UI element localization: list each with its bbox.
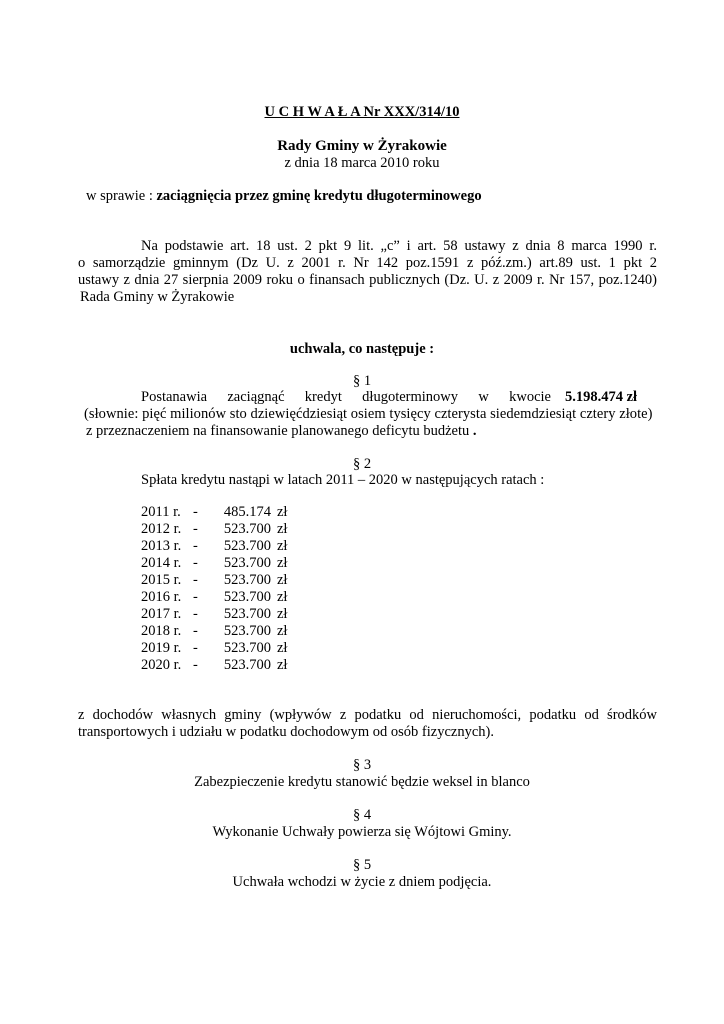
rate-row: [141, 521, 287, 538]
rate-amount: 523.700: [223, 572, 271, 588]
section-3-mark: § 3: [352, 757, 372, 773]
rate-currency: zł: [277, 657, 288, 673]
rate-row: [141, 640, 287, 657]
resolution-date: z dnia 18 marca 2010 roku: [284, 155, 440, 171]
rate-year: 2017 r.: [141, 606, 182, 622]
rate-year: 2011 r.: [141, 504, 181, 520]
rate-dash: -: [193, 504, 198, 520]
rate-row: [141, 555, 287, 572]
section-4-text: Wykonanie Uchwały powierza się Wójtowi Gminy.: [212, 824, 512, 840]
legal-basis-line-3: ustawy z dnia 27 sierpnia 2009 roku o finansach publicznych (Dz. U. z 2009 r. Nr 157, poz.1240): [78, 272, 657, 288]
section-2-source-line-1: z dochodów własnych gminy (wpływów z podatku od nieruchomości, podatku od środków: [78, 707, 657, 723]
rate-amount: 523.700: [223, 657, 271, 673]
section-2-intro: Spłata kredytu nastąpi w latach 2011 – 2020 w następujących ratach :: [141, 472, 545, 488]
rate-amount: 485.174: [223, 504, 271, 520]
rate-year: 2013 r.: [141, 538, 182, 554]
rate-year: 2012 r.: [141, 521, 182, 537]
rate-currency: zł: [277, 521, 288, 537]
rate-dash: -: [193, 606, 198, 622]
section-1-purpose-text: z przeznaczeniem na finansowanie planowanego deficytu budżetu: [86, 423, 470, 439]
rate-year: 2019 r.: [141, 640, 182, 656]
resolves-heading: uchwala, co następuje :: [289, 341, 435, 357]
rate-dash: -: [193, 521, 198, 537]
section-1-purpose: [86, 423, 477, 440]
rate-dash: -: [193, 623, 198, 639]
rate-year: 2018 r.: [141, 623, 182, 639]
rate-dash: -: [193, 572, 198, 588]
rate-year: 2016 r.: [141, 589, 182, 605]
rate-year: 2020 r.: [141, 657, 182, 673]
section-5-text: Uchwała wchodzi w życie z dniem podjęcia.: [232, 874, 492, 890]
credit-amount: 5.198.474 zł: [565, 389, 638, 405]
section-1-amount-words: (słownie: pięć milionów sto dziewięćdziesiąt osiem tysięcy czterysta siedemdziesiąt cztery złote): [84, 406, 653, 422]
rate-amount: 523.700: [223, 640, 271, 656]
rate-amount: 523.700: [223, 589, 271, 605]
rate-dash: -: [193, 555, 198, 571]
subject-line: [86, 188, 482, 205]
rate-row: [141, 623, 287, 640]
legal-basis-line-2: o samorządzie gminnym (Dz U. z 2001 r. Nr 142 poz.1591 z póź.zm.) art.89 ust. 1 pkt 2: [78, 255, 657, 271]
rate-currency: zł: [277, 538, 288, 554]
council-name: Rady Gminy w Żyrakowie: [277, 138, 447, 154]
rate-row: [141, 589, 287, 606]
rate-currency: zł: [277, 606, 288, 622]
rate-row: [141, 606, 287, 623]
rate-amount: 523.700: [223, 623, 271, 639]
rate-amount: 523.700: [223, 521, 271, 537]
rate-row: [141, 538, 287, 555]
rate-row: [141, 572, 287, 589]
rate-row: [141, 504, 287, 521]
rate-year: 2014 r.: [141, 555, 182, 571]
rate-dash: -: [193, 640, 198, 656]
resolution-title: U C H W A Ł A Nr XXX/314/10: [264, 104, 460, 120]
rate-amount: 523.700: [223, 606, 271, 622]
section-4-mark: § 4: [352, 807, 372, 823]
section-1-mark: § 1: [352, 373, 372, 389]
rate-dash: -: [193, 657, 198, 673]
subject-text: zaciągnięcia przez gminę kredytu długoterminowego: [156, 188, 482, 204]
rate-currency: zł: [277, 623, 288, 639]
rate-amount: 523.700: [223, 555, 271, 571]
section-5-mark: § 5: [352, 857, 372, 873]
rate-row: [141, 657, 287, 674]
rate-currency: zł: [277, 589, 288, 605]
subject-prefix: w sprawie :: [86, 188, 157, 204]
section-1-purpose-end: .: [469, 423, 477, 439]
rate-currency: zł: [277, 555, 288, 571]
section-2-mark: § 2: [352, 456, 372, 472]
rate-dash: -: [193, 589, 198, 605]
rate-year: 2015 r.: [141, 572, 182, 588]
legal-basis-line-1: Na podstawie art. 18 ust. 2 pkt 9 lit. „c” i art. 58 ustawy z dnia 8 marca 1990 r.: [141, 238, 657, 254]
section-3-text: Zabezpieczenie kredytu stanowić będzie weksel in blanco: [194, 774, 530, 790]
legal-basis-line-4: Rada Gminy w Żyrakowie: [80, 289, 235, 305]
rate-currency: zł: [277, 572, 288, 588]
section-1-text: Postanawia zaciągnąć kredyt długoterminowy w kwocie: [141, 389, 551, 405]
rate-amount: 523.700: [223, 538, 271, 554]
section-2-source-line-2: transportowych i udziału w podatku dochodowym od osób fizycznych).: [78, 724, 494, 740]
rate-currency: zł: [277, 504, 288, 520]
rate-currency: zł: [277, 640, 288, 656]
rate-dash: -: [193, 538, 198, 554]
